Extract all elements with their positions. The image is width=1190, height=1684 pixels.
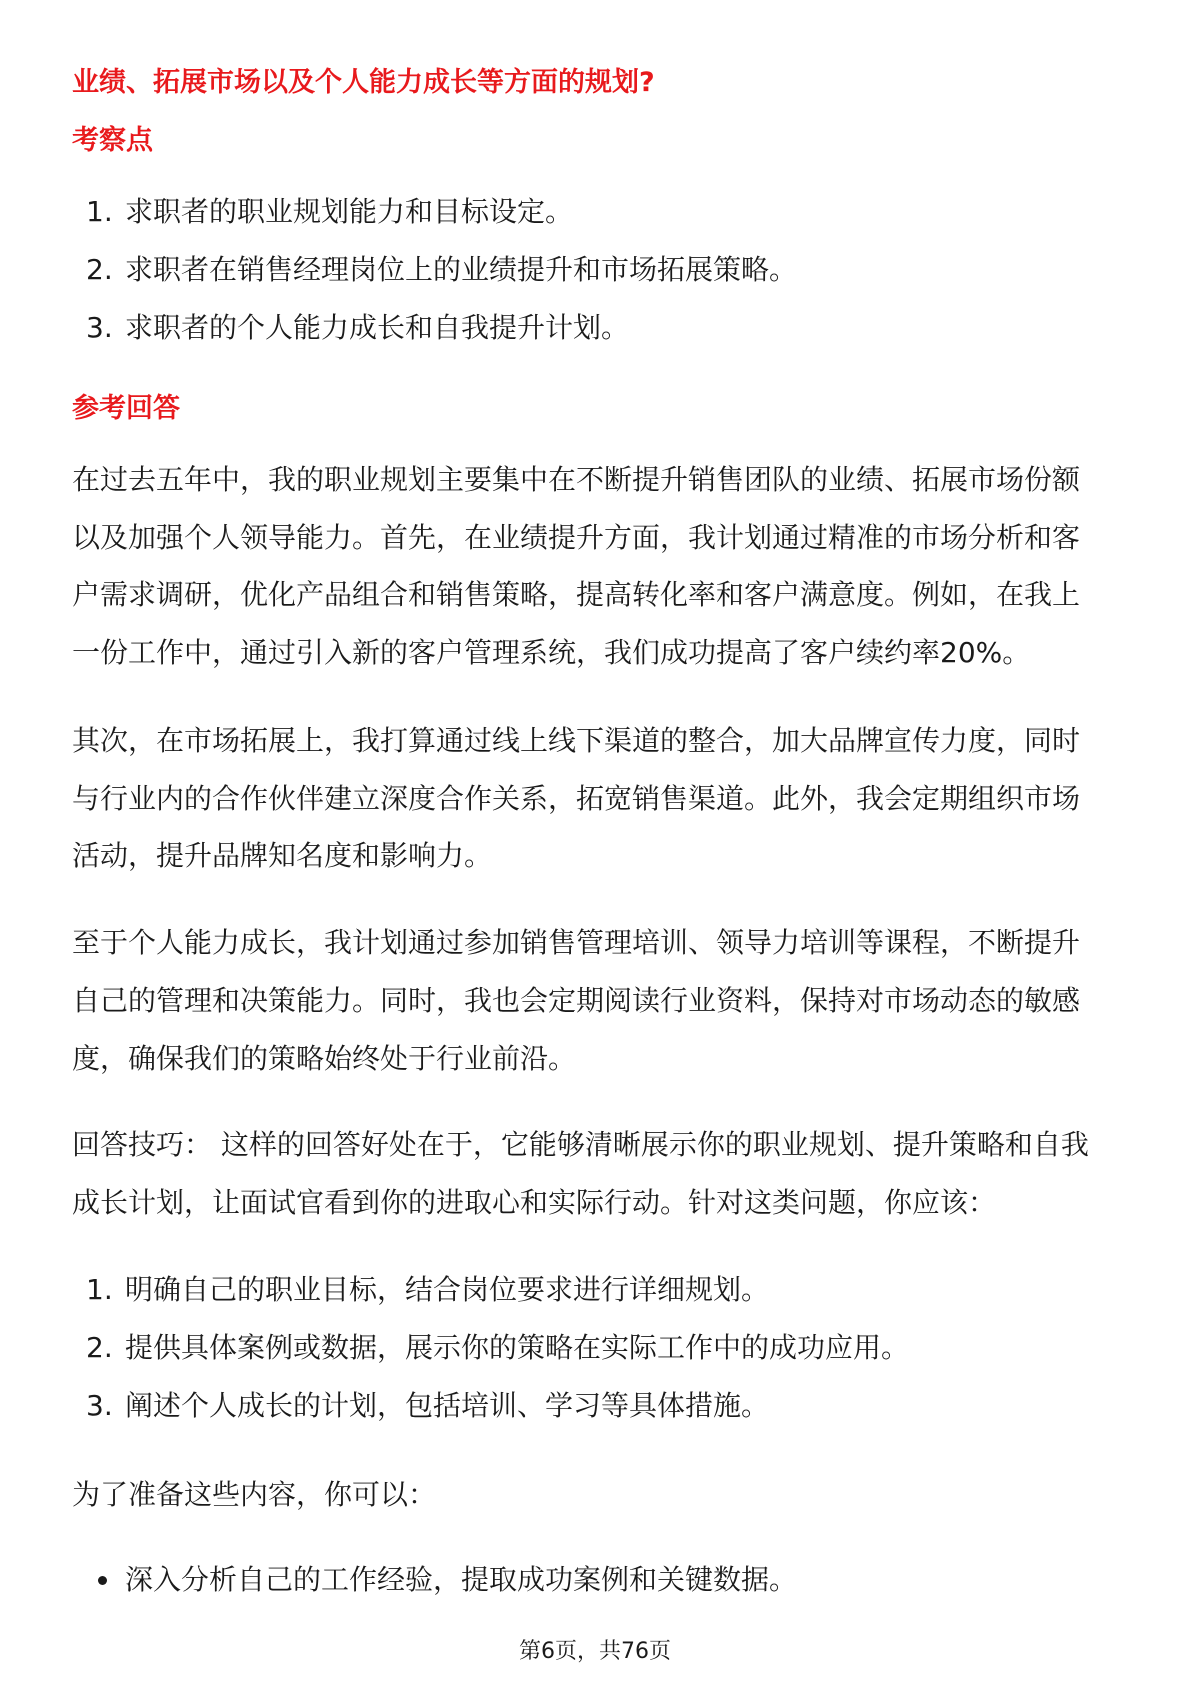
item-number: 2. (86, 1331, 113, 1364)
paragraph-line: 活动，提升品牌知名度和影响力。 (72, 839, 493, 872)
item-text: 阐述个人成长的计划，包括培训、学习等具体措施。 (125, 1389, 770, 1422)
focus-heading: 考察点 (72, 125, 153, 156)
tip-line: 成长计划，让面试官看到你的进取心和实际行动。针对这类问题，你应该： (72, 1186, 997, 1219)
paragraph-line: 与行业内的合作伙伴建立深度合作关系，拓宽销售渠道。此外，我会定期组织市场 (72, 782, 1081, 815)
paragraph-line: 至于个人能力成长，我计划通过参加销售管理培训、领导力培训等课程，不断提升 (72, 926, 1081, 959)
page-footer: 第6页，共76页 (519, 1639, 671, 1664)
item-text: 提供具体案例或数据，展示你的策略在实际工作中的成功应用。 (125, 1331, 910, 1364)
prepare-intro: 为了准备这些内容，你可以： (72, 1478, 437, 1511)
tip-line: 回答技巧： 这样的回答好处在于，它能够清晰展示你的职业规划、提升策略和自我 (72, 1128, 1089, 1161)
paragraph-line: 度，确保我们的策略始终处于行业前沿。 (72, 1042, 577, 1075)
paragraph-line: 户需求调研，优化产品组合和销售策略，提高转化率和客户满意度。例如，在我上 (72, 578, 1081, 611)
question-title: 业绩、拓展市场以及个人能力成长等方面的规划? (72, 67, 655, 98)
paragraph-line: 其次，在市场拓展上，我打算通过线上线下渠道的整合，加大品牌宣传力度，同时 (72, 724, 1081, 757)
paragraph-line: 一份工作中，通过引入新的客户管理系统，我们成功提高了客户续约率20%。 (72, 636, 1031, 669)
item-number: 3. (86, 311, 113, 344)
item-text: 深入分析自己的工作经验，提取成功案例和关键数据。 (125, 1563, 798, 1596)
answer-heading: 参考回答 (72, 393, 180, 424)
item-text: 求职者的个人能力成长和自我提升计划。 (125, 311, 630, 344)
item-number: 1. (86, 1273, 113, 1306)
item-number: 2. (86, 253, 113, 286)
item-text: 明确自己的职业目标，结合岗位要求进行详细规划。 (125, 1273, 770, 1306)
item-number: 1. (86, 195, 113, 228)
item-text: 求职者在销售经理岗位上的业绩提升和市场拓展策略。 (125, 253, 798, 286)
item-number: 3. (86, 1389, 113, 1422)
bullet-icon (98, 1576, 107, 1585)
paragraph-line: 在过去五年中，我的职业规划主要集中在不断提升销售团队的业绩、拓展市场份额 (72, 463, 1081, 496)
paragraph-line: 以及加强个人领导能力。首先，在业绩提升方面，我计划通过精准的市场分析和客 (72, 521, 1081, 554)
item-text: 求职者的职业规划能力和目标设定。 (125, 195, 574, 228)
paragraph-line: 自己的管理和决策能力。同时，我也会定期阅读行业资料，保持对市场动态的敏感 (72, 984, 1081, 1017)
